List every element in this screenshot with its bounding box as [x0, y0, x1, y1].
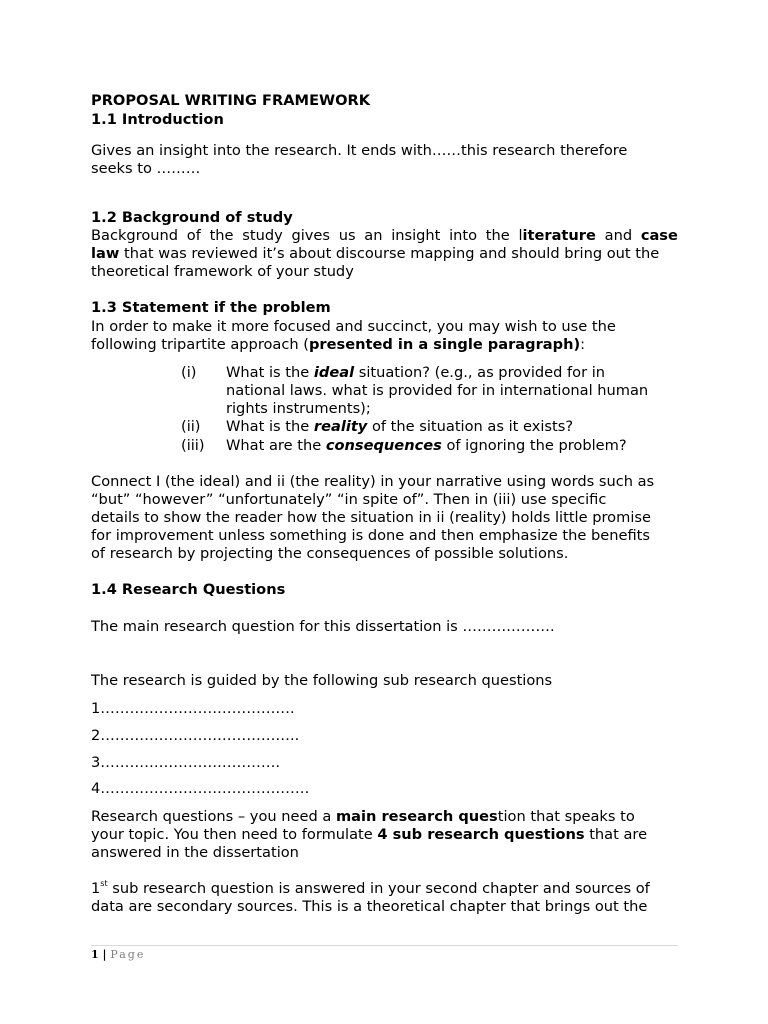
intro-line-1: Gives an insight into the research. It ends with……this research therefore [91, 142, 628, 159]
list-item-text-cont: national laws. what is provided for in international human [226, 382, 649, 399]
connect-paragraph-line: “but” “however” “unfortunately” “in spite of”. Then in (iii) use specific [91, 491, 607, 508]
connect-paragraph-line: details to show the reader how the situation in ii (reality) holds little promise [91, 509, 651, 526]
footer-divider [91, 945, 678, 946]
sub-question-blank-1: 1…………………………………. [91, 700, 295, 717]
list-item-number: (ii) [181, 418, 201, 435]
sub-question-blank-3: 3………………………………. [91, 754, 281, 771]
problem-line-1: In order to make it more focused and succinct, you may wish to use the [91, 318, 616, 335]
connect-paragraph-line: of research by projecting the consequences of possible solutions. [91, 545, 569, 562]
connect-paragraph-line: for improvement unless something is done and then emphasize the benefits [91, 527, 651, 544]
list-item-number: (i) [181, 364, 197, 381]
list-item-text: What is the ideal situation? (e.g., as provided for in [226, 364, 606, 381]
section-heading-1-2: 1.2 Background of study [91, 209, 293, 226]
section-heading-1-4: 1.4 Research Questions [91, 581, 286, 598]
background-line-1 [91, 227, 678, 245]
page-label: Page [110, 948, 146, 961]
section-heading-1-3: 1.3 Statement if the problem [91, 299, 331, 316]
rq-line-3: answered in the dissertation [91, 844, 299, 861]
text-segment: Background of the study gives us an insight into the literature and case [91, 227, 678, 244]
guided-line: The research is guided by the following sub research questions [91, 672, 553, 689]
list-item-text: What are the consequences of ignoring the problem? [226, 437, 627, 454]
document-title: PROPOSAL WRITING FRAMEWORK [91, 92, 371, 109]
list-item-text-cont: rights instruments); [226, 400, 371, 417]
connect-paragraph-line: Connect I (the ideal) and ii (the reality) in your narrative using words such as [91, 473, 655, 490]
rq-line-2: your topic. You then need to formulate 4 sub research questions that are [91, 826, 648, 843]
section-heading-1-1: 1.1 Introduction [91, 111, 224, 128]
sub-question-blank-4: 4……………………………………. [91, 780, 310, 797]
main-question-line: The main research question for this dissertation is ………………. [91, 618, 555, 635]
problem-line-2: following tripartite approach (presented in a single paragraph): [91, 336, 586, 353]
footer-separator: | [98, 948, 111, 961]
list-item-text: What is the reality of the situation as it exists? [226, 418, 574, 435]
page-footer [91, 948, 145, 961]
sub1-line-1: 1st sub research question is answered in your second chapter and sources of [91, 879, 650, 897]
rq-line-1: Research questions – you need a main research question that speaks to [91, 808, 635, 825]
sub1-line-2: data are secondary sources. This is a theoretical chapter that brings out the [91, 898, 648, 915]
list-item-number: (iii) [181, 437, 205, 454]
intro-line-2: seeks to ……… [91, 160, 201, 177]
background-line-3: theoretical framework of your study [91, 263, 354, 280]
sub-question-blank-2: 2………………………………….. [91, 727, 300, 744]
background-line-2: law that was reviewed it’s about discourse mapping and should bring out the [91, 245, 660, 262]
page-number: 1 [91, 948, 99, 961]
